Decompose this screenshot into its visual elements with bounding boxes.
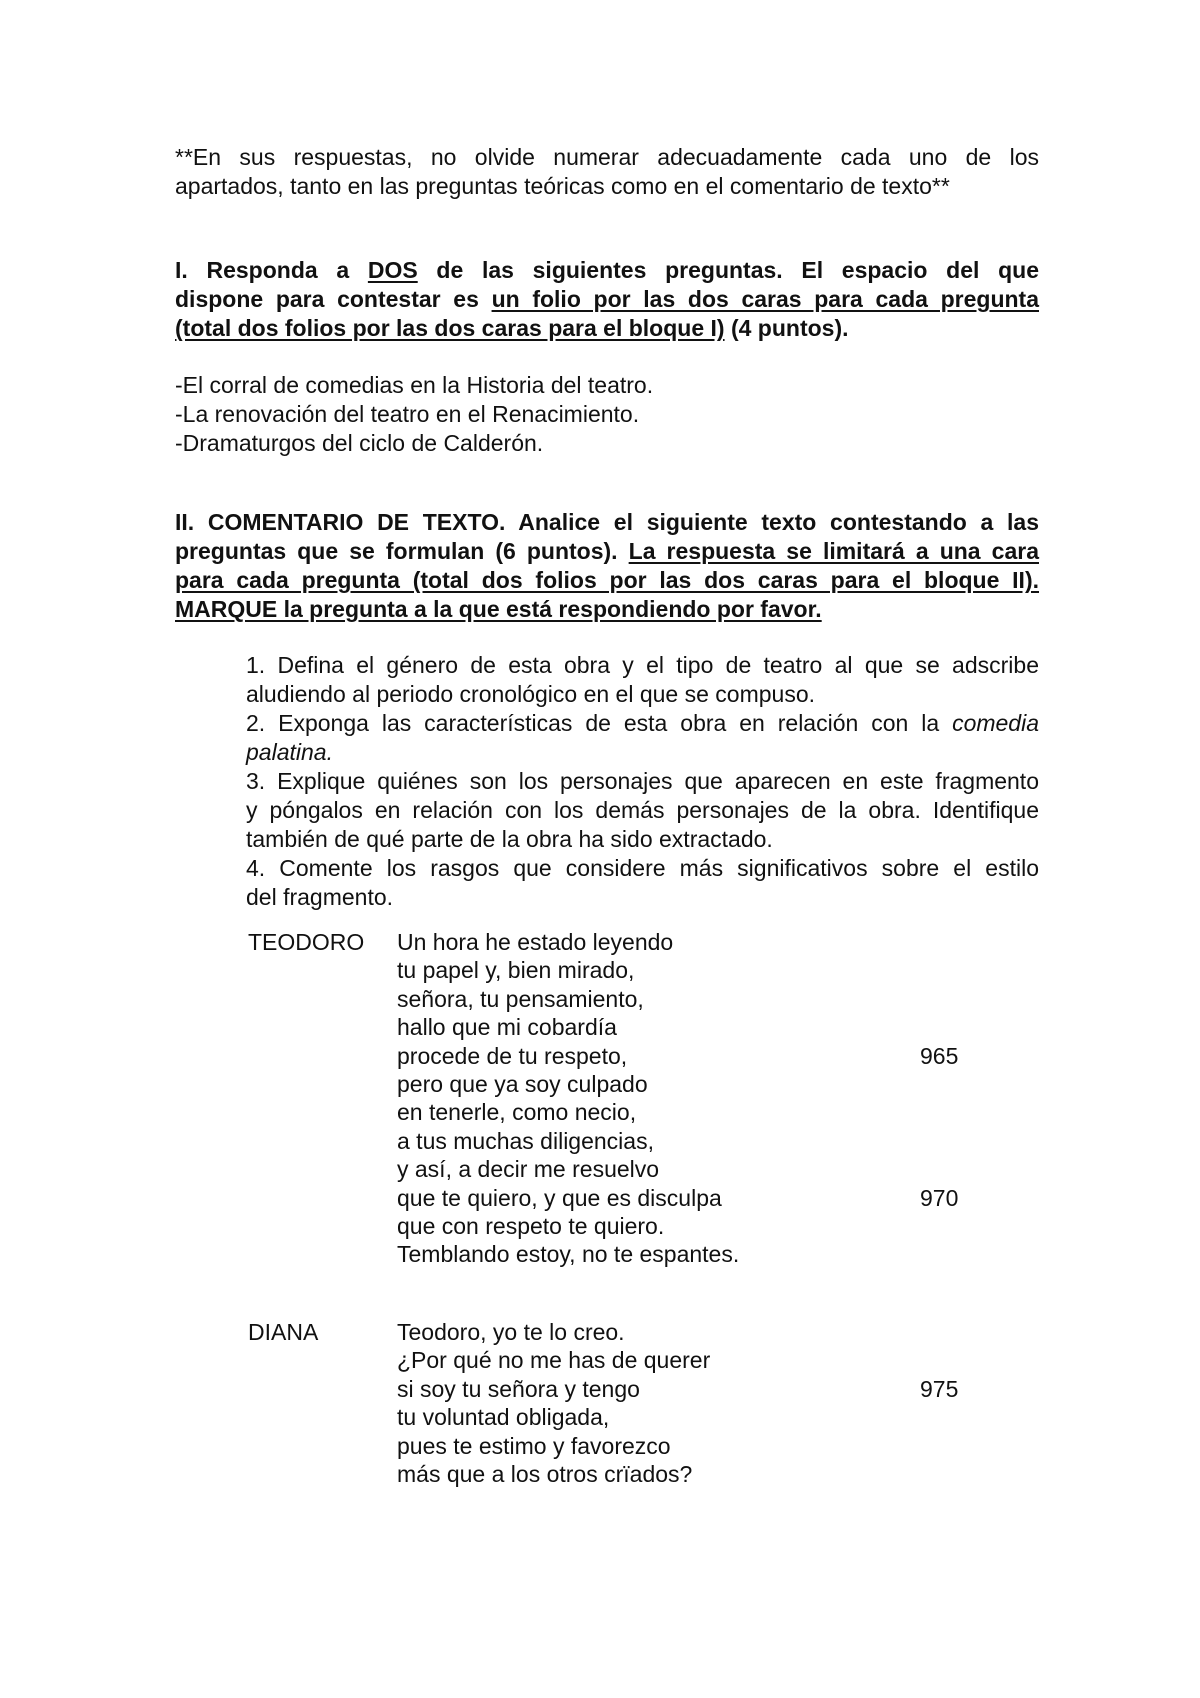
verse-number: 965 bbox=[920, 1042, 959, 1069]
verse-line: que te quiero, y que es disculpa 970 bbox=[397, 1184, 959, 1211]
topic-item: -El corral de comedias en la Historia del teatro. bbox=[175, 372, 654, 398]
section-2-line-1: II. COMENTARIO DE TEXTO. Analice el siguiente texto contestando a las bbox=[175, 509, 1039, 535]
section-1-topics bbox=[175, 371, 653, 458]
instructions-note bbox=[175, 143, 1039, 201]
verse-line: más que a los otros crïados? bbox=[397, 1460, 693, 1487]
verse-line: tu papel y, bien mirado, bbox=[397, 957, 635, 984]
speaker-name: DIANA bbox=[248, 1319, 319, 1345]
verse-line: y así, a decir me resuelvo bbox=[397, 1156, 660, 1183]
question-item: 1. Defina el género de esta obra y el tipo de teatro al que se adscribe aludiendo al periodo cronológico en el que se compuso. bbox=[246, 652, 1039, 707]
folio-requirement: un folio por las dos caras para cada pregunta bbox=[491, 286, 1039, 312]
mark-question-note: MARQUE la pregunta a la que está respondiendo por favor. bbox=[175, 596, 822, 622]
verse-number: 970 bbox=[920, 1184, 959, 1211]
verse-line: Un hora he estado leyendo bbox=[397, 929, 674, 955]
section-2-heading bbox=[175, 508, 1039, 624]
topic-item: -La renovación del teatro en el Renacimiento. bbox=[175, 401, 640, 427]
verse-line: procede de tu respeto, 965 bbox=[397, 1042, 959, 1069]
verse-line: hallo que mi cobardía bbox=[397, 1014, 617, 1041]
section-1-heading bbox=[175, 256, 1039, 343]
verse-line: que con respeto te quiero. bbox=[397, 1212, 665, 1239]
instructions-line-1: **En sus respuestas, no olvide numerar adecuadamente cada uno de los bbox=[175, 144, 1039, 170]
section-2-line-3: para cada pregunta (total dos folios por las dos caras para el bloque II). bbox=[175, 567, 1039, 593]
verse-list bbox=[397, 1318, 997, 1488]
section-2-line-2: preguntas que se formulan (6 puntos). La respuesta se limitará a una cara bbox=[175, 538, 1039, 564]
verse-line: señora, tu pensamiento, bbox=[397, 985, 644, 1012]
total-folios-note: (total dos folios por las dos caras para el bloque I) bbox=[175, 315, 725, 341]
verse-line: pues te estimo y favorezco bbox=[397, 1432, 671, 1459]
verse-line: si soy tu señora y tengo 975 bbox=[397, 1375, 959, 1402]
question-item: 4. Comente los rasgos que considere más significativos sobre el estilo del fragmento. bbox=[246, 855, 1039, 910]
verse-line: Temblando estoy, no te espantes. bbox=[397, 1241, 740, 1268]
section-1-line-3: (total dos folios por las dos caras para el bloque I) (4 puntos). bbox=[175, 315, 849, 341]
section-1-line-2: dispone para contestar es un folio por las dos caras para cada pregunta bbox=[175, 286, 1039, 312]
verse-line: Teodoro, yo te lo creo. bbox=[397, 1319, 625, 1345]
topic-item: -Dramaturgos del ciclo de Calderón. bbox=[175, 430, 544, 456]
speaker-name: TEODORO bbox=[248, 929, 365, 955]
verse-line: a tus muchas diligencias, bbox=[397, 1127, 654, 1154]
question-item: 2. Exponga las características de esta obra en relación con la comedia palatina. bbox=[246, 710, 1039, 765]
verse-line: ¿Por qué no me has de querer bbox=[397, 1347, 711, 1374]
verse-line: tu voluntad obligada, bbox=[397, 1404, 610, 1431]
instructions-line-2: apartados, tanto en las preguntas teóricas como en el comentario de texto** bbox=[175, 173, 950, 199]
answer-limit-note: La respuesta se limitará a una cara bbox=[628, 538, 1039, 564]
dos-emphasis: DOS bbox=[367, 257, 418, 283]
verse-number: 975 bbox=[920, 1375, 959, 1402]
verse-line: pero que ya soy culpado bbox=[397, 1070, 648, 1097]
verse-line: en tenerle, como necio, bbox=[397, 1099, 637, 1126]
verse-list bbox=[397, 928, 997, 1269]
section-1-line-1: I. Responda a DOS de las siguientes preguntas. El espacio del que bbox=[175, 257, 1039, 283]
question-item: 3. Explique quiénes son los personajes que aparecen en este fragmento y póngalos en relación con los demás personajes de la obra. Identifique también de qué parte de la obra ha sido extractado. bbox=[246, 768, 1039, 852]
commentary-questions bbox=[246, 651, 1039, 912]
